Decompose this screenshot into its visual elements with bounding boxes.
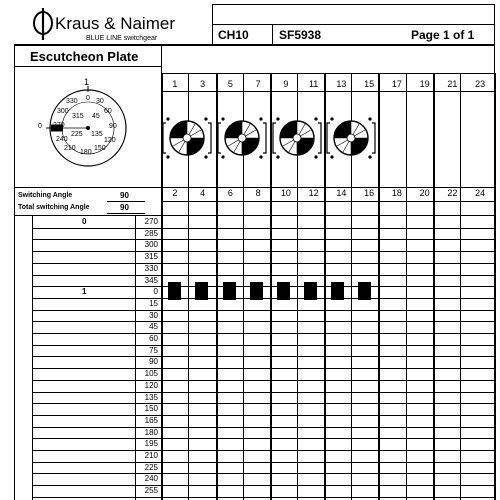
table-row-line [32, 450, 495, 451]
terminal-top-number: 9 [283, 79, 289, 89]
terminal-top-number: 23 [475, 79, 486, 89]
angle-value: 105 [144, 369, 158, 379]
angle-value: 210 [144, 451, 158, 460]
angle-value: 180 [144, 427, 158, 437]
terminal-top-number: 3 [200, 79, 206, 89]
position-label: 0 [82, 217, 87, 226]
table-row-line [32, 380, 495, 381]
terminal-top-number: 1 [172, 79, 178, 89]
header-code: CH10 [218, 28, 249, 42]
table-row-line [32, 485, 495, 486]
table-row-line [32, 427, 495, 428]
header-page: Page 1 of 1 [411, 28, 475, 42]
table-row-line [32, 392, 495, 393]
angle-value: 195 [144, 439, 158, 449]
table-row-line [32, 310, 495, 311]
brand-name: Kraus & Naimer [55, 14, 175, 33]
angle-value: 270 [144, 217, 158, 226]
table-row-line [32, 275, 495, 276]
dial-ring-90: 90 [109, 123, 117, 130]
terminal-top-number: 13 [336, 79, 347, 89]
angle-value: 255 [144, 486, 158, 496]
position-label: 1 [82, 287, 87, 297]
terminal-top-number: 19 [419, 79, 430, 89]
terminal-bottom-number: 12 [308, 188, 319, 198]
angle-value: 135 [144, 392, 158, 402]
dial-ring-150: 150 [94, 145, 106, 152]
angle-value: 315 [144, 252, 158, 262]
dial-ring-0: 0 [86, 95, 90, 102]
terminal-bottom-number: 24 [475, 188, 486, 198]
terminal-top-number: 15 [364, 79, 375, 89]
table-row-line [32, 286, 495, 287]
kraus-naimer-logo-icon [32, 6, 54, 42]
table-row-line [32, 298, 495, 299]
terminal-top-number: 7 [255, 79, 261, 89]
cam-contact-icon [270, 113, 324, 163]
table-row-line [32, 403, 495, 404]
angle-value: 225 [144, 462, 158, 472]
table-row-line [32, 462, 495, 463]
dial-ring-300: 300 [57, 108, 69, 115]
dial-ring-330: 330 [66, 98, 78, 105]
table-row-line [32, 415, 495, 416]
table-row-line [32, 497, 495, 498]
angle-value: 345 [144, 275, 158, 285]
terminal-top-number: 17 [391, 79, 402, 89]
table-row-line [32, 345, 495, 346]
terminal-bottom-number: 10 [280, 188, 291, 198]
dial-ring-60: 60 [104, 108, 112, 115]
angle-value: 0 [153, 287, 158, 297]
table-mid-line [135, 216, 136, 500]
terminal-bottom-number: 20 [419, 188, 430, 198]
terminal-bottom-number: 14 [336, 188, 347, 198]
dial-label-left: 0 [38, 123, 42, 130]
angle-value: 150 [144, 404, 158, 414]
angle-value: 15 [149, 298, 158, 308]
terminal-top-number: 11 [308, 79, 319, 89]
angle-value: 330 [144, 263, 158, 273]
table-left-line [32, 216, 33, 500]
dial-ring-135: 135 [91, 131, 103, 138]
angle-value: 30 [149, 310, 158, 320]
header-part-number: SF5938 [279, 28, 322, 42]
switching-angle-label: Switching Angle [18, 192, 73, 199]
terminal-top-number: 5 [227, 79, 233, 89]
angle-value: 120 [144, 380, 158, 390]
angle-value: 240 [144, 474, 158, 484]
table-row-line [32, 356, 495, 357]
dial-ring-210: 210 [64, 145, 76, 152]
terminal-top-number: 21 [447, 79, 458, 89]
dial-ring-30: 30 [96, 98, 104, 105]
dial-ring-240: 240 [56, 136, 68, 143]
total-angle-label: Total switching Angle [18, 204, 90, 211]
table-row-line [32, 321, 495, 322]
table-row-line [32, 263, 495, 264]
terminal-bottom-number: 6 [227, 188, 233, 198]
cam-contact-icon [215, 113, 269, 163]
switching-angle-value: 90 [120, 191, 129, 200]
dial-ring-45: 45 [92, 113, 100, 120]
dial-ring-225: 225 [71, 131, 83, 138]
angle-value: 300 [144, 240, 158, 250]
terminal-bottom-line [161, 201, 495, 202]
terminal-bottom-number: 16 [364, 188, 375, 198]
table-row-line [32, 473, 495, 474]
dial-label-top: 1 [84, 77, 90, 87]
dial-ring-180: 180 [80, 149, 92, 156]
table-row-line [32, 333, 495, 334]
section-title: Escutcheon Plate [30, 49, 139, 64]
dial-ring-270: 270 [53, 122, 65, 129]
terminal-bottom-number: 8 [255, 188, 261, 198]
angle-value: 90 [149, 357, 158, 367]
angle-value: 285 [144, 228, 158, 238]
terminal-bottom-number: 2 [172, 188, 178, 198]
angle-value: 75 [149, 345, 158, 355]
terminal-top-line-lower [161, 91, 495, 92]
brand-subtitle: BLUE LINE switchgear [86, 35, 158, 42]
table-row-line [32, 438, 495, 439]
angle-value: 60 [149, 334, 158, 343]
cam-contact-icon [324, 113, 378, 163]
terminal-bottom-number: 4 [200, 188, 206, 198]
terminal-bottom-number: 22 [447, 188, 458, 198]
terminal-top-line [161, 73, 495, 74]
table-row-line [32, 239, 495, 240]
angle-value: 165 [144, 415, 158, 425]
angle-value: 45 [149, 322, 158, 332]
table-row-line [32, 251, 495, 252]
table-row-line [32, 368, 495, 369]
total-angle-value: 90 [120, 203, 129, 212]
escutcheon-dial-icon [30, 72, 140, 182]
cam-contact-icon [160, 113, 214, 163]
terminal-bottom-number: 18 [391, 188, 402, 198]
dial-ring-120: 120 [104, 137, 116, 144]
table-row-line [32, 228, 495, 229]
dial-ring-315: 315 [72, 113, 84, 120]
